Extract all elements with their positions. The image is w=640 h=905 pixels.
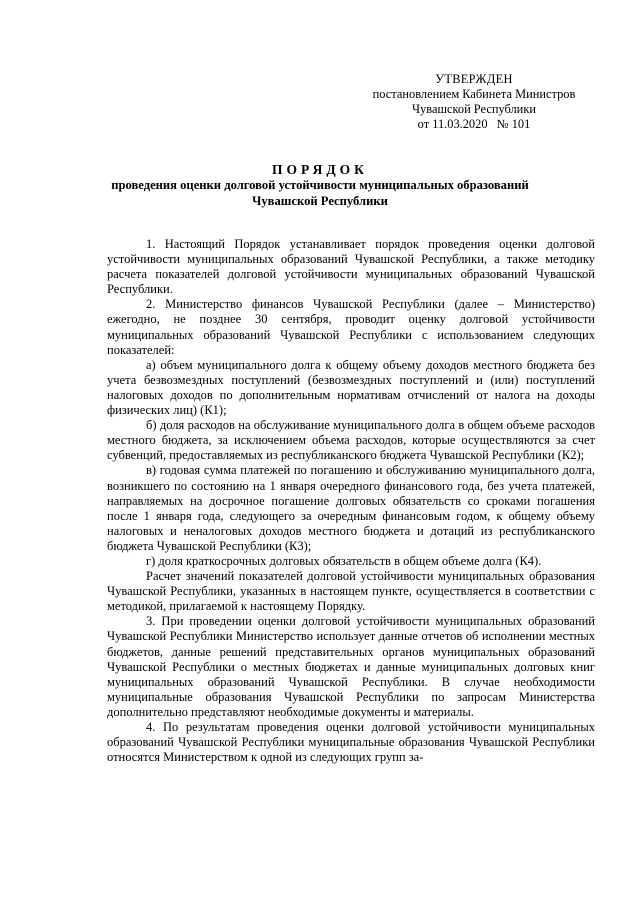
document-title	[60, 162, 580, 209]
paragraph-2: 2. Министерство финансов Чувашской Республики (далее – Министерство) ежегодно, не позднее 30 сентября, проводит оценку долговой устойчивости муниципальных образований Чувашской Республики с использованием следующих показателей:	[107, 297, 595, 357]
paragraph-2-a: а) объем муниципального долга к общему объему доходов местного бюджета без учета безвозмездных поступлений (безвозмездных поступлений и (или) поступлений налоговых доходов по дополнительным нормативам отчислений от налога на доходы физических лиц) (К1);	[107, 357, 595, 418]
paragraph-2-b: б) доля расходов на обслуживание муниципального долга в общем объеме расходов местного бюджета, за исключением объема расходов, которые осуществляются за счет субвенций, предоставляемых из республиканского бюджета Чувашской Республики (К2);	[107, 418, 595, 463]
paragraph-1: 1. Настоящий Порядок устанавливает порядок проведения оценки долговой устойчивости муниципальных образований Чувашской Республики, а также методику расчета показателей долговой устойчивости муниципальных образований Чувашской Республики.	[107, 237, 595, 297]
approval-issuer: постановлением Кабинета Министров	[372, 87, 576, 101]
paragraph-3: 3. При проведении оценки долговой устойчивости муниципальных образований Чувашской Республики Министерство использует данные отчетов об исполнении местных бюджетов, данные решений представительных органов муниципальных образований Чувашской Республики о местных бюджетах и данные муниципальных долговых книг муниципальных образований Чувашской Республики. В случае необходимости муниципальные образования Чувашской Республики по запросам Министерства дополнительно представляют необходимые документы и материалы.	[107, 614, 595, 719]
title-main: ПОРЯДОК	[272, 162, 368, 177]
document-body	[107, 237, 595, 765]
approval-stamp	[358, 72, 590, 132]
approval-region: Чувашской Республики	[412, 102, 536, 116]
approval-date-number: от 11.03.2020 № 101	[417, 117, 531, 131]
paragraph-2-calc: Расчет значений показателей долговой устойчивости муниципальных образования Чувашской Республики, указанных в настоящем пункте, осуществляется в соответствии с методикой, прилагаемой к настоящему Порядку.	[107, 569, 595, 614]
approval-heading: УТВЕРЖДЕН	[435, 72, 513, 86]
paragraph-2-g: г) доля краткосрочных долговых обязательств в общем объеме долга (К4).	[146, 553, 542, 568]
title-subtitle-line-2: Чувашской Республики	[252, 193, 388, 208]
title-subtitle-line-1: проведения оценки долговой устойчивости муниципальных образований	[111, 178, 529, 192]
paragraph-2-v: в) годовая сумма платежей по погашению и обслуживанию муниципального долга, возникшего по состоянию на 1 января очередного финансового года, без учета платежей, направляемых на досрочное погашение долговых обязательств со сроками погашения после 1 января года, следующего за очередным финансовым годом, к общему объему налоговых и неналоговых доходов местного бюджета и дотаций из республиканского бюджета Чувашской Республики (К3);	[107, 463, 595, 553]
paragraph-4: 4. По результатам проведения оценки долговой устойчивости муниципальных образований Чувашской Республики муниципальные образования Чувашской Республики относятся Министерством к одной из следующих групп за-	[107, 720, 595, 765]
